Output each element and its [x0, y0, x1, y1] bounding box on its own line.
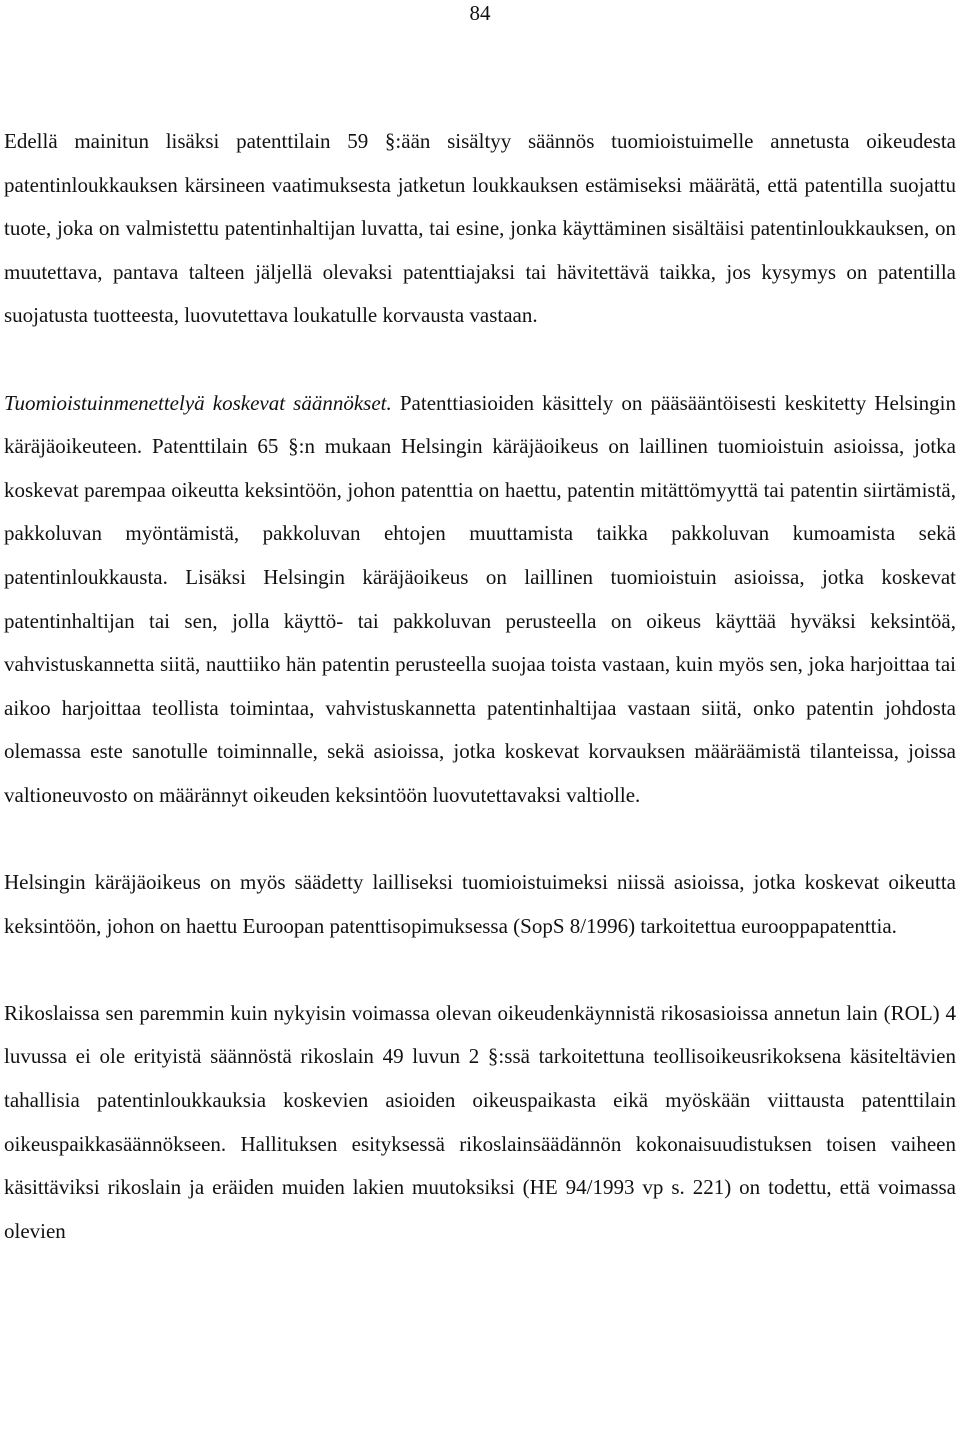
- paragraph-criminal-law: [4, 992, 956, 1254]
- paragraph-text: Rikoslaissa sen paremmin kuin nykyisin voimassa olevan oikeudenkäynnistä rikosasioissa annetun lain (ROL) 4 luvussa ei ole erityistä säännöstä rikoslain 49 luvun 2 §:ssä tarkoitettuna teollisoikeusrikoksena käsiteltävien tahallisia patentinloukkauksia koskevien asioiden oikeuspaikasta eikä myöskään viittausta patenttilain oikeuspaikkasäännökseen. Hallituksen esityksessä rikoslainsäädännön kokonaisuudistuksen toisen vaiheen käsittäviksi rikoslain ja eräiden muiden lakien muutoksiksi (HE 94/1993 vp s. 221) on todettu, että voimassa olevien: [4, 1000, 956, 1243]
- paragraph-european-patent: [4, 861, 956, 948]
- paragraph-text: Patenttiasioiden käsittely on pääsääntöisesti keskitetty Helsingin käräjäoikeuteen. Patenttilain 65 §:n mukaan Helsingin käräjäoikeus on laillinen tuomioistuin asioissa, jotka koskevat parempaa oikeutta keksintöön, johon patenttia on haettu, patentin mitättömyyttä tai patentin siirtämistä, pakkoluvan myöntämistä, pakkoluvan ehtojen muuttamista taikka pakkoluvan kumoamista sekä patentinloukkausta. Lisäksi Helsingin käräjäoikeus on laillinen tuomioistuin asioissa, jotka koskevat patentinhaltijan tai sen, jolla käyttö- tai pakkoluvan perusteella on oikeus käyttää hyväksi keksintöä, vahvistuskannetta siitä, nauttiiko hän patentin perusteella suojaa toista vastaan, kuin myös sen, joka harjoittaa tai aikoo harjoittaa teollista toimintaa, vahvistuskannetta patentinhaltijaa vastaan siitä, onko patentin johdosta olemassa este sanotulle toiminnalle, sekä asioissa, jotka koskevat korvauksen määräämistä tilanteissa, joissa valtioneuvosto on määrännyt oikeuden keksintöön luovutettavaksi valtiolle.: [4, 390, 956, 807]
- paragraph-patent-remedies: [4, 120, 956, 338]
- paragraph-text: Edellä mainitun lisäksi patenttilain 59 §:ään sisältyy säännös tuomioistuimelle annetusta oikeudesta patentinloukkauksen kärsineen vaatimuksesta jatketun loukkauksen estämiseksi määrätä, että patentilla suojattu tuote, joka on valmistettu patentinhaltijan luvatta, tai esine, jonka käyttäminen sisältäisi patentinloukkauksen, on muutettava, pantava talteen jäljellä olevaksi patenttiajaksi tai hävitettävä taikka, jos kysymys on patentilla suojatusta tuotteesta, luovutettava loukatulle korvausta vastaan.: [4, 129, 956, 328]
- paragraph-text: Helsingin käräjäoikeus on myös säädetty lailliseksi tuomioistuimeksi niissä asioissa, jotka koskevat oikeutta keksintöön, johon on haettu Euroopan patenttisopimuksessa (SopS 8/1996) tarkoitettua eurooppapatenttia.: [4, 870, 956, 938]
- paragraph-court-procedure: [4, 382, 956, 818]
- page-number: 84: [469, 1, 491, 25]
- section-heading-inline: Tuomioistuinmenettelyä koskevat säännökset.: [4, 390, 392, 415]
- document-body: [4, 120, 956, 1253]
